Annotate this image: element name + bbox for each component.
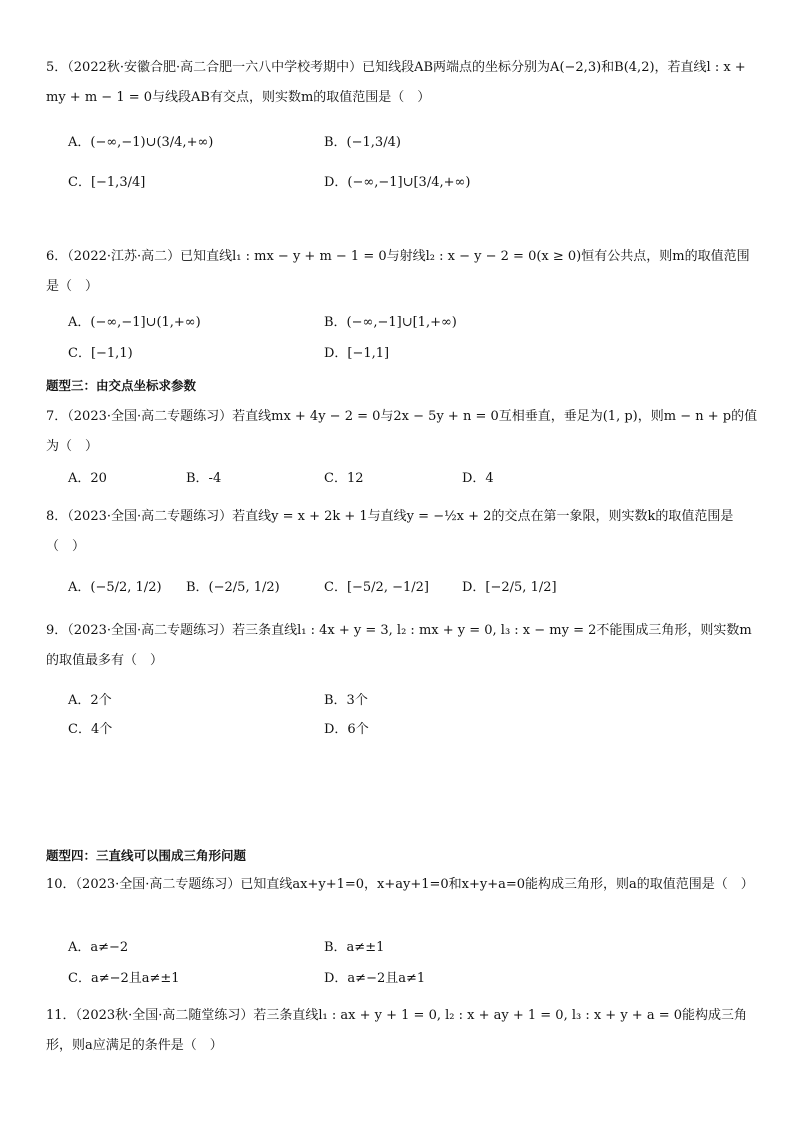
question-5-option-d[interactable]: D．(−∞,−1]∪[3/4,+∞): [324, 175, 471, 190]
question-10-option-c[interactable]: C．a≠−2且a≠±1: [68, 971, 180, 986]
question-8-option-d[interactable]: D．[−2/5, 1/2]: [462, 580, 557, 595]
question-6-option-a[interactable]: A．(−∞,−1]∪(1,+∞): [68, 315, 201, 330]
question-11: [46, 1001, 758, 1061]
question-9-option-c[interactable]: C．4个: [68, 722, 113, 737]
question-5-option-c[interactable]: C．[−1,3/4]: [68, 175, 146, 190]
question-6-stem: 6．（2022·江苏·高二）已知直线l₁ : mx − y + m − 1 = 0与射线l₂ : x − y − 2 = 0(x ≥ 0)恒有公共点，则m的取值范围是（ ）: [46, 249, 750, 294]
question-10-option-d[interactable]: D．a≠−2且a≠1: [324, 971, 426, 986]
question-8-option-c[interactable]: C．[−5/2, −1/2]: [324, 580, 429, 595]
question-7-options: [68, 464, 758, 494]
question-7-stem: 7．（2023·全国·高二专题练习）若直线mx + 4y − 2 = 0与2x − 5y + n = 0互相垂直，垂足为(1, p)，则m − n + p的值为（ ）: [46, 409, 758, 454]
question-6-option-b[interactable]: B．(−∞,−1]∪[1,+∞): [324, 315, 457, 330]
question-7-option-a[interactable]: A．20: [68, 471, 107, 486]
question-9-option-b[interactable]: B．3个: [324, 693, 368, 708]
question-10-options-row-2: [68, 964, 758, 994]
question-9-option-d[interactable]: D．6个: [324, 722, 369, 737]
question-9-option-a[interactable]: A．2个: [68, 693, 112, 708]
section-heading-3: 题型三：由交点坐标求参数: [46, 378, 197, 393]
question-6-option-c[interactable]: C．[−1,1): [68, 346, 133, 361]
question-6-options-row-1: [68, 308, 758, 338]
question-8-option-b[interactable]: B．(−2/5, 1/2): [186, 580, 280, 595]
question-10: [46, 870, 758, 900]
question-10-option-b[interactable]: B．a≠±1: [324, 940, 385, 955]
question-9-options-row-1: [68, 686, 758, 716]
question-5: [46, 53, 758, 113]
question-10-options-row-1: [68, 933, 758, 963]
question-9: [46, 616, 758, 676]
section-heading-4: 题型四：三直线可以围成三角形问题: [46, 848, 247, 863]
question-8-options: [68, 573, 758, 603]
question-9-stem: 9．（2023·全国·高二专题练习）若三条直线l₁ : 4x + y = 3, l₂ : mx + y = 0, l₃ : x − my = 2不能围成三角形，则实数m的取值最多有（ ）: [46, 623, 752, 668]
question-6-option-d[interactable]: D．[−1,1]: [324, 346, 390, 361]
question-5-option-b[interactable]: B．(−1,3/4): [324, 135, 401, 150]
question-5-stem: 5．（2022秋·安徽合肥·高二合肥一六八中学校考期中）已知线段AB两端点的坐标分别为A(−2,3)和B(4,2)，若直线l : x + my + m − 1 = 0与线段AB有交点，则实数m的取值范围是（ ）: [46, 60, 746, 105]
question-5-options-row-2: [68, 168, 758, 198]
question-11-stem: 11．（2023秋·全国·高二随堂练习）若三条直线l₁ : ax + y + 1 = 0, l₂ : x + ay + 1 = 0, l₃ : x + y + a = 0能构成三角形，则a应满足的条件是（ ）: [46, 1008, 748, 1053]
question-9-options-row-2: [68, 715, 758, 745]
question-10-option-a[interactable]: A．a≠−2: [68, 940, 129, 955]
question-8-stem: 8．（2023·全国·高二专题练习）若直线y = x + 2k + 1与直线y = −½x + 2的交点在第一象限，则实数k的取值范围是（ ）: [46, 509, 734, 554]
question-5-options-row-1: [68, 128, 758, 158]
question-7-option-d[interactable]: D．4: [462, 471, 494, 486]
question-7: [46, 402, 758, 462]
question-5-option-a[interactable]: A．(−∞,−1)∪(3/4,+∞): [68, 135, 214, 150]
question-6: [46, 242, 758, 302]
question-6-options-row-2: [68, 339, 758, 369]
question-7-option-b[interactable]: B．-4: [186, 471, 222, 486]
question-10-stem: 10．（2023·全国·高二专题练习）已知直线ax+y+1=0，x+ay+1=0和x+y+a=0能构成三角形，则a的取值范围是（ ）: [46, 877, 754, 892]
question-8-option-a[interactable]: A．(−5/2, 1/2): [68, 580, 162, 595]
question-7-option-c[interactable]: C．12: [324, 471, 364, 486]
question-8: [46, 502, 758, 562]
